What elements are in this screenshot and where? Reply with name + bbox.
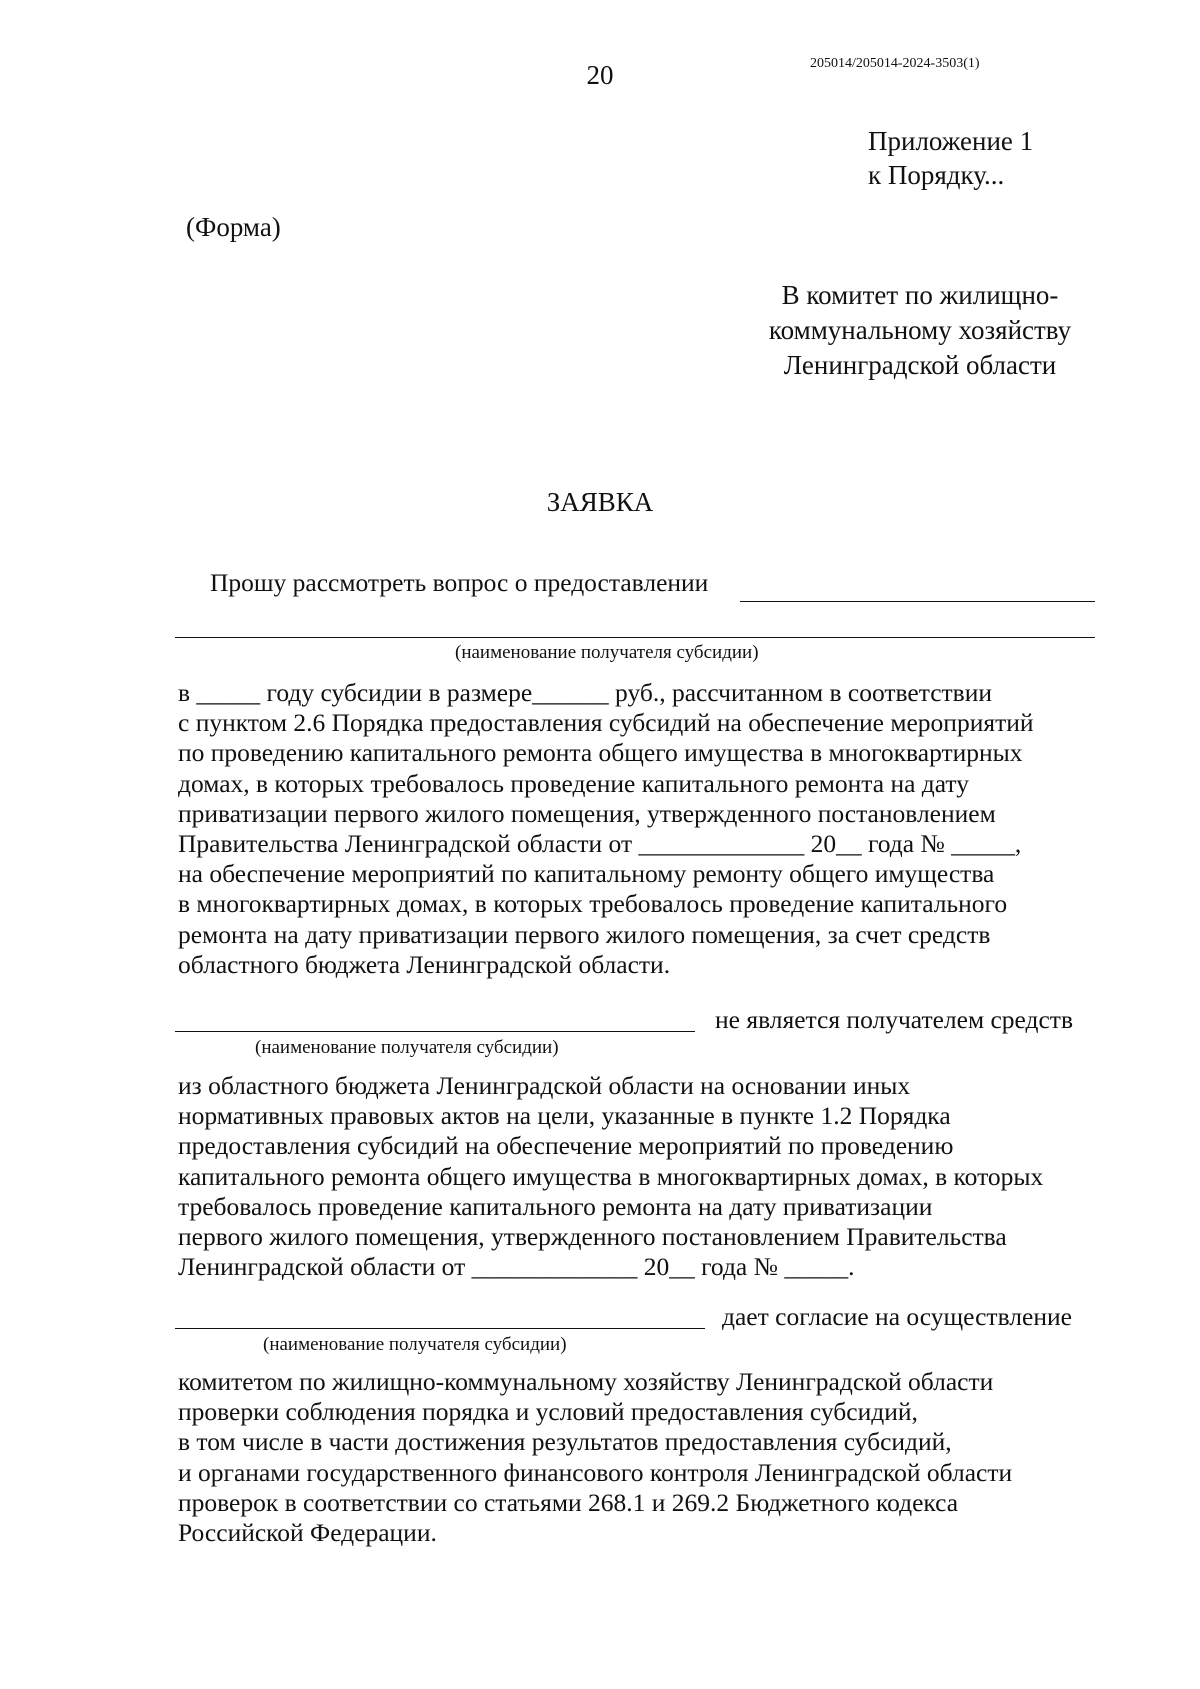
form-label: (Форма) [186, 212, 281, 242]
not-recipient-line: предоставления субсидий на обеспечение мероприятий по проведению [178, 1131, 954, 1161]
recipient-name-field-3[interactable] [175, 1328, 705, 1329]
addressee-block [740, 278, 1100, 383]
not-recipient-line: нормативных правовых актов на цели, указанные в пункте 1.2 Порядка [178, 1101, 951, 1131]
addressee-line-3: Ленинградской области [783, 350, 1057, 380]
not-recipient-line: Ленинградской области от _____________ 20__ года № _____. [178, 1252, 855, 1282]
not-recipient-line: из областного бюджета Ленинградской области на основании иных [178, 1071, 911, 1100]
recipient-name-caption-3: (наименование получателя субсидии) [263, 1334, 567, 1355]
request-lead-text: Прошу рассмотреть вопрос о предоставлении [210, 568, 709, 597]
recipient-name-field-1a[interactable] [740, 601, 1095, 602]
request-line: домах, в которых требовалось проведение капитального ремонта на дату [178, 768, 969, 798]
document-id: 205014/205014-2024-3503(1) [810, 56, 980, 71]
recipient-name-field-2[interactable] [175, 1031, 695, 1032]
document-title: ЗАЯВКА [546, 487, 654, 517]
page-number: 20 [586, 60, 614, 90]
consent-phrase: дает согласие на осуществление [722, 1302, 1072, 1331]
appendix-line-1: Приложение 1 [868, 126, 1034, 156]
consent-line: комитетом по жилищно-коммунальному хозяйству Ленинградской области [178, 1367, 994, 1396]
request-line: в _____ году субсидии в размере______ руб., рассчитанном в соответствии [178, 678, 992, 707]
not-recipient-line: требовалось проведение капитального ремонта на дату приватизации [178, 1191, 933, 1221]
request-line: Правительства Ленинградской области от _____________ 20__ года № _____, [178, 829, 1022, 859]
consent-line: проверки соблюдения порядка и условий предоставления субсидий, [178, 1397, 918, 1427]
addressee-line-1: В комитет по жилищно- [781, 280, 1059, 310]
request-line: приватизации первого жилого помещения, утвержденного постановлением [178, 798, 996, 828]
request-line: областного бюджета Ленинградской области. [178, 949, 671, 979]
not-recipient-line: капитального ремонта общего имущества в многоквартирных домах, в которых [178, 1161, 1044, 1191]
appendix-line-2: к Порядку... [868, 160, 1005, 190]
recipient-name-caption-1: (наименование получателя субсидии) [455, 642, 759, 663]
addressee-line-2: коммунальному хозяйству [768, 315, 1072, 345]
not-recipient-paragraph [178, 1071, 1078, 1282]
not-recipient-phrase: не является получателем средств [715, 1005, 1073, 1034]
recipient-name-caption-2: (наименование получателя субсидии) [255, 1037, 559, 1058]
consent-line: Российской Федерации. [178, 1518, 437, 1548]
consent-line: проверок в соответствии со статьями 268.1 и 269.2 Бюджетного кодекса [178, 1487, 959, 1517]
request-line: по проведению капитального ремонта общего имущества в многоквартирных [178, 738, 1023, 768]
not-recipient-line: первого жилого помещения, утвержденного постановлением Правительства [178, 1222, 1007, 1252]
request-line: ремонта на дату приватизации первого жилого помещения, за счет средств [178, 919, 991, 949]
request-line: на обеспечение мероприятий по капитальному ремонту общего имущества [178, 859, 995, 889]
request-paragraph [178, 678, 1078, 980]
appendix-reference [868, 124, 1033, 192]
consent-line: в том числе в части достижения результатов предоставления субсидий, [178, 1427, 952, 1457]
recipient-name-field-1b[interactable] [175, 637, 1095, 638]
consent-line: и органами государственного финансового контроля Ленинградской области [178, 1457, 1013, 1487]
request-line: с пунктом 2.6 Порядка предоставления субсидий на обеспечение мероприятий [178, 708, 1034, 738]
consent-paragraph [178, 1367, 1078, 1548]
request-line: в многоквартирных домах, в которых требовалось проведение капитального [178, 889, 1008, 919]
